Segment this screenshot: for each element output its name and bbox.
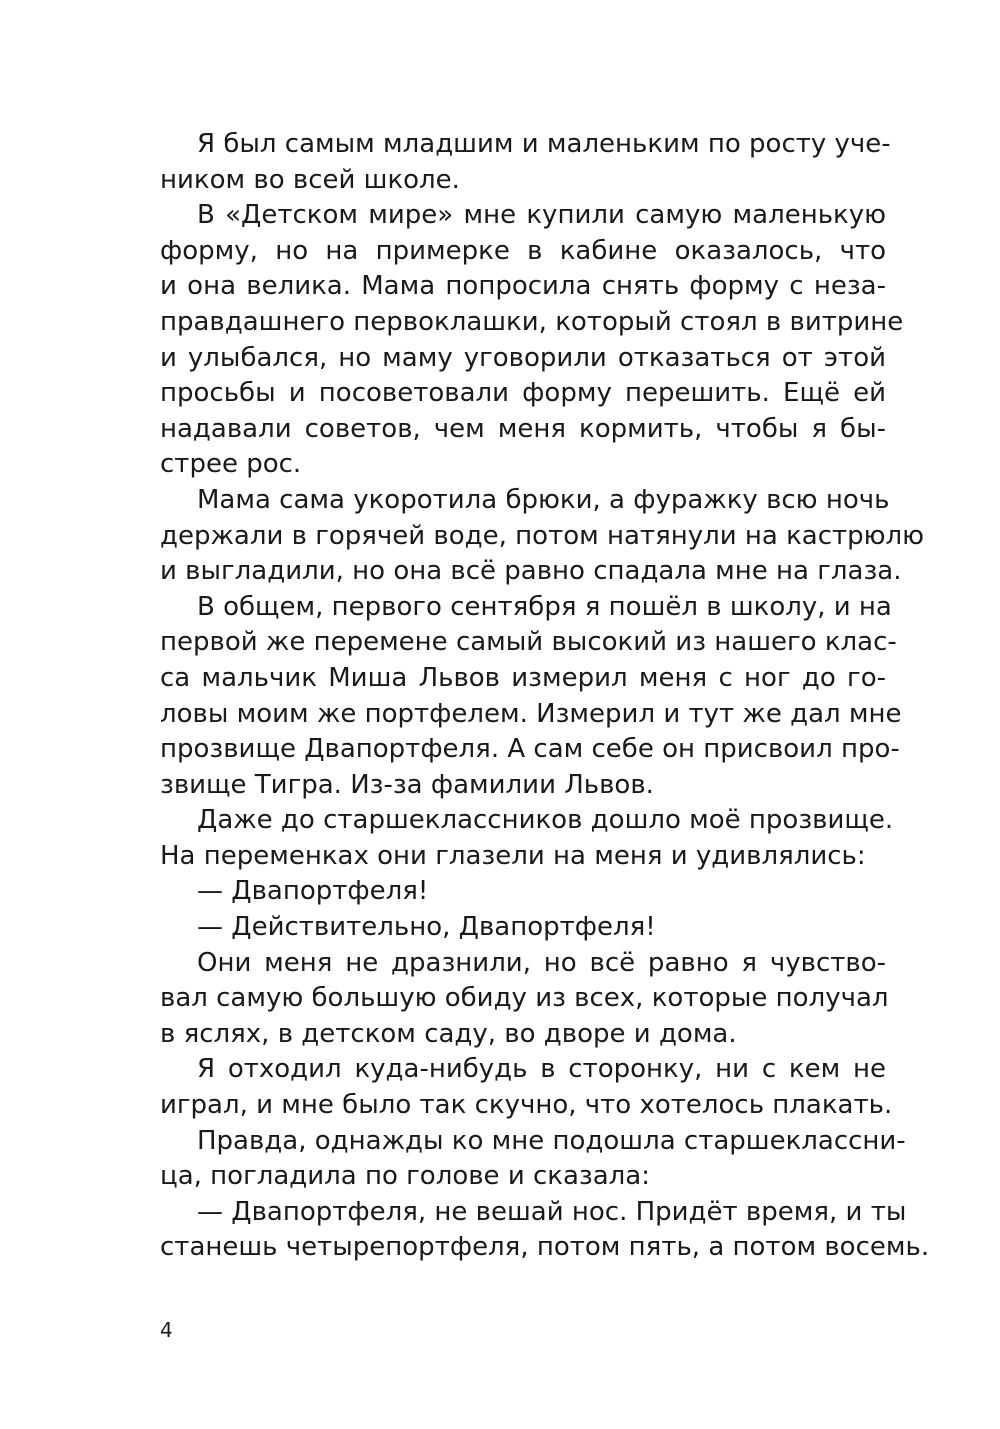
text-line: в яслях, в детском саду, во дворе и дома. xyxy=(160,1018,737,1049)
text-line: и она велика. Мама попросила снять форму с неза- xyxy=(160,271,886,302)
text-line: Я был самым младшим и маленьким по росту уче- xyxy=(197,129,891,159)
text-line: На переменках они глазели на меня и удивлялись: xyxy=(160,840,866,871)
text-line: форму, но на примерке в кабине оказалось, что xyxy=(160,235,886,266)
text-line: надавали советов, чем меня кормить, чтобы я бы- xyxy=(160,413,886,444)
text-line: звище Тигра. Из-за фамилии Львов. xyxy=(160,769,654,800)
text-line: просьбы и посоветовали форму перешить. Ещё ей xyxy=(160,378,886,409)
text-line: Правда, однажды ко мне подошла старшеклассни- xyxy=(197,1125,906,1156)
text-line: играл, и мне было так скучно, что хотелось плакать. xyxy=(160,1090,893,1121)
text-line: держали в горячей воде, потом натянули на кастрюлю xyxy=(160,520,925,551)
text-line: Они меня не дразнили, но всё равно я чувство- xyxy=(197,947,886,978)
body-text xyxy=(160,127,930,1266)
text-line: В общем, первого сентября я пошёл в школу, и на xyxy=(197,591,892,622)
page-number: 4 xyxy=(160,1318,173,1342)
text-line: ником во всей школе. xyxy=(160,164,460,195)
text-line: первой же перемене самый высокий из нашего клас- xyxy=(160,627,897,658)
text-line: са мальчик Миша Львов измерил меня с ног до го- xyxy=(160,662,886,693)
text-line: Даже до старшеклассников дошло моё прозвище. xyxy=(197,805,894,836)
text-line: станешь четырепортфеля, потом пять, а потом восемь. xyxy=(160,1232,930,1263)
text-line: ца, погладила по голове и сказала: xyxy=(160,1161,650,1192)
text-line: Я отходил куда-нибудь в сторонку, ни с кем не xyxy=(197,1054,886,1085)
text-line: правдашнего первоклашки, который стоял в витрине xyxy=(160,306,904,337)
text-line: В «Детском мире» мне купили самую маленькую xyxy=(197,200,886,231)
text-line: — Двапортфеля! xyxy=(197,876,429,907)
text-line: ловы моим же портфелем. Измерил и тут же дал мне xyxy=(160,698,902,729)
text-line: вал самую большую обиду из всех, которые получал xyxy=(160,983,889,1014)
text-line: Мама сама укоротила брюки, а фуражку всю ночь xyxy=(197,484,890,515)
text-line: — Действительно, Двапортфеля! xyxy=(197,912,656,943)
text-line: и улыбался, но маму уговорили отказаться от этой xyxy=(160,342,886,373)
text-line: прозвище Двапортфеля. А сам себе он присвоил про- xyxy=(160,734,900,765)
text-line: стрее рос. xyxy=(160,449,302,480)
text-line: — Двапортфеля, не вешай нос. Придёт время, и ты xyxy=(197,1196,907,1227)
text-line: и выгладили, но она всё равно спадала мне на глаза. xyxy=(160,556,902,587)
